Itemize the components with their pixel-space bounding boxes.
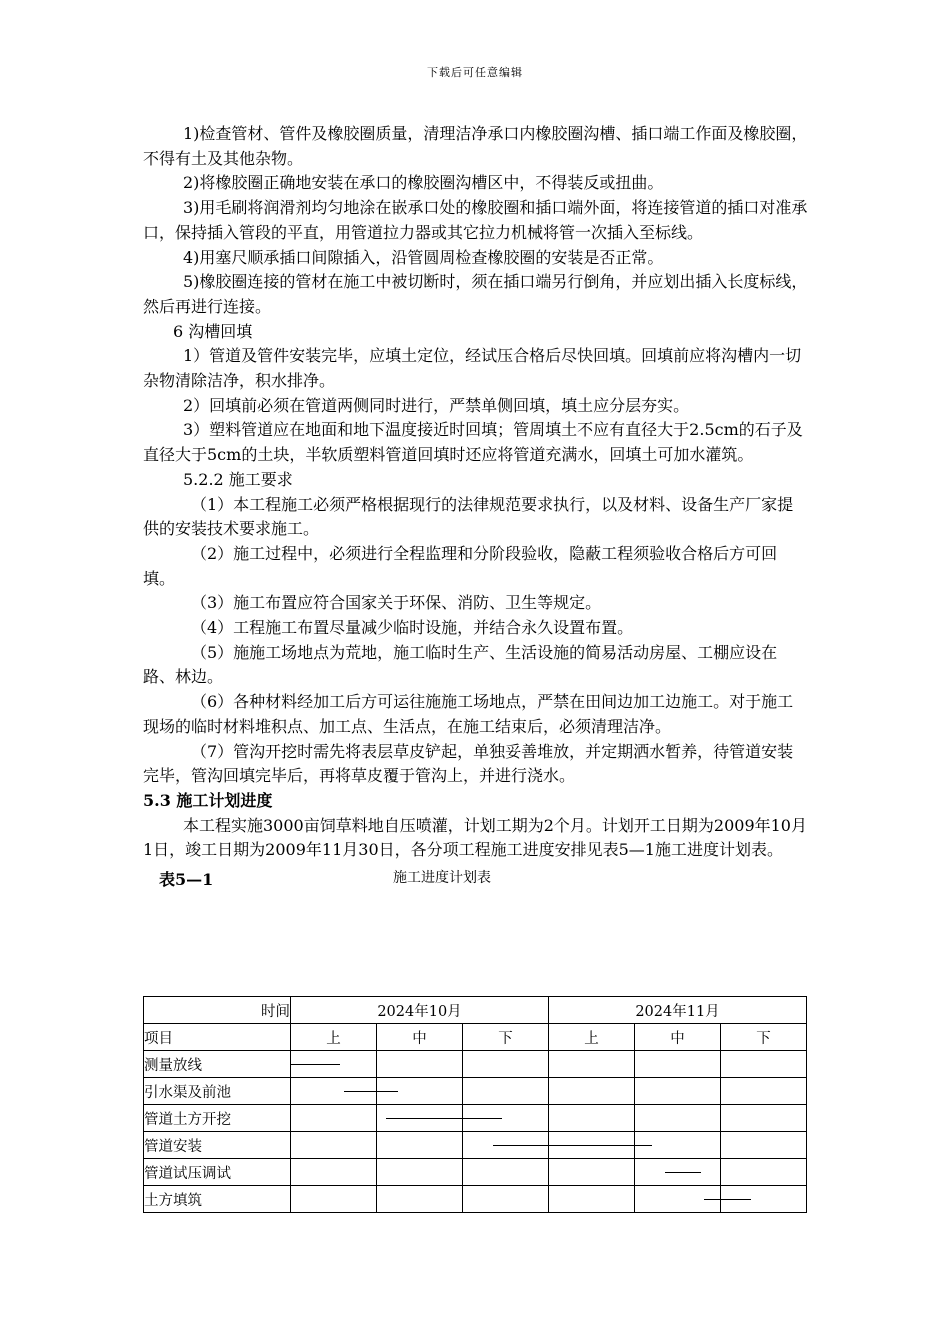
schedule-cell <box>291 1078 377 1105</box>
gantt-bar <box>665 1172 701 1173</box>
schedule-cell <box>549 1051 635 1078</box>
subsection-heading: 6 沟槽回填 <box>173 321 253 341</box>
schedule-cell <box>291 1159 377 1186</box>
table-caption-row <box>143 863 808 889</box>
task-name: 测量放线 <box>144 1051 291 1078</box>
table-row <box>144 1186 807 1213</box>
paragraph: （4）工程施工布置尽量减少临时设施，并结合永久设置布置。 <box>191 618 634 638</box>
period-header: 中 <box>377 1024 463 1051</box>
schedule-cell <box>635 1105 721 1132</box>
table-label: 表5—1 <box>159 870 214 890</box>
paragraph: 1）管道及管件安装完毕，应填土定位，经试压合格后尽快回填。回填前应将沟槽内一切杂物清除洁净，积水排净。 <box>143 346 802 391</box>
subsection-heading: 5.2.2 施工要求 <box>183 469 293 489</box>
schedule-cell <box>721 1159 807 1186</box>
schedule-cell <box>463 1159 549 1186</box>
table-row <box>144 1132 807 1159</box>
schedule-cell <box>377 1132 463 1159</box>
document-body <box>143 122 808 889</box>
period-header: 下 <box>721 1024 807 1051</box>
paragraph: 3)用毛刷将润滑剂均匀地涂在嵌承口处的橡胶圈和插口端外面，将连接管道的插口对准承口，保持插入管段的平直，用管道拉力器或其它拉力机械将管一次插入至标线。 <box>143 198 808 242</box>
section-heading: 5.3 施工计划进度 <box>143 790 273 810</box>
period-header: 中 <box>635 1024 721 1051</box>
schedule-cell <box>549 1186 635 1213</box>
schedule-cell <box>463 1186 549 1213</box>
table-row <box>144 1051 807 1078</box>
schedule-cell <box>635 1078 721 1105</box>
schedule-cell <box>291 1105 377 1132</box>
paragraph: （6）各种材料经加工后方可运往施施工场地点，严禁在田间边加工边施工。对于施工现场的临时材料堆积点、加工点、生活点，在施工结束后，必须清理洁净。 <box>143 692 794 736</box>
paragraph: （5）施施工场地点为荒地，施工临时生产、生活设施的简易活动房屋、工棚应设在路、林边。 <box>143 642 778 687</box>
task-name: 引水渠及前池 <box>144 1078 291 1105</box>
schedule-table <box>143 996 807 1213</box>
paragraph: 2）回填前必须在管道两侧同时进行，严禁单侧回填，填土应分层夯实。 <box>183 395 690 415</box>
task-name: 管道安装 <box>144 1132 291 1159</box>
schedule-cell <box>549 1105 635 1132</box>
schedule-cell <box>721 1105 807 1132</box>
table-header-row <box>144 997 807 1024</box>
task-name: 土方填筑 <box>144 1186 291 1213</box>
gantt-bar <box>344 1091 398 1092</box>
schedule-cell <box>721 1078 807 1105</box>
task-name: 管道土方开挖 <box>144 1105 291 1132</box>
task-name: 管道试压调试 <box>144 1159 291 1186</box>
paragraph: 5)橡胶圈连接的管材在施工中被切断时，须在插口端另行倒角，并应划出插入长度标线，然后再进行连接。 <box>143 272 808 316</box>
header-watermark: 下载后可任意编辑 <box>427 66 523 79</box>
schedule-cell <box>291 1186 377 1213</box>
schedule-cell <box>291 1051 377 1078</box>
schedule-cell <box>549 1078 635 1105</box>
table-row <box>144 1078 807 1105</box>
paragraph: （2）施工过程中，必须进行全程监理和分阶段验收，隐蔽工程须验收合格后方可回填。 <box>143 543 778 588</box>
gantt-bar <box>493 1145 652 1146</box>
table-row <box>144 1105 807 1132</box>
schedule-cell <box>463 1051 549 1078</box>
month-header: 2024年10月 <box>291 997 549 1024</box>
schedule-cell <box>377 1051 463 1078</box>
paragraph: 3）塑料管道应在地面和地下温度接近时回填；管周填土不应有直径大于2.5cm的石子及直径大于5cm的土块，半软质塑料管道回填时还应将管道充满水，回填土可加水灌筑。 <box>143 420 803 465</box>
paragraph: （3）施工布置应符合国家关于环保、消防、卫生等规定。 <box>191 593 602 613</box>
paragraph: 4)用塞尺顺承插口间隙插入，沿管圆周检查橡胶圈的安装是否正常。 <box>183 247 664 267</box>
schedule-cell <box>721 1132 807 1159</box>
paragraph: （1）本工程施工必须严格根据现行的法律规范要求执行，以及材料、设备生产厂家提供的安装技术要求施工。 <box>143 494 794 539</box>
gantt-bar <box>386 1118 502 1119</box>
period-header: 上 <box>549 1024 635 1051</box>
table-header-row <box>144 1024 807 1051</box>
schedule-cell <box>377 1159 463 1186</box>
month-header: 2024年11月 <box>549 997 807 1024</box>
schedule-cell <box>463 1078 549 1105</box>
period-header: 上 <box>291 1024 377 1051</box>
table-row <box>144 1159 807 1186</box>
project-header: 项目 <box>144 1024 291 1051</box>
schedule-cell <box>721 1051 807 1078</box>
period-header: 下 <box>463 1024 549 1051</box>
paragraph: 2)将橡胶圈正确地安装在承口的橡胶圈沟槽区中，不得装反或扭曲。 <box>183 173 664 193</box>
schedule-cell <box>291 1132 377 1159</box>
paragraph: 1)检查管材、管件及橡胶圈质量，清理洁净承口内橡胶圈沟槽、插口端工作面及橡胶圈，不得有土及其他杂物。 <box>143 124 808 168</box>
schedule-cell <box>549 1159 635 1186</box>
paragraph: （7）管沟开挖时需先将表层草皮铲起，单独妥善堆放，并定期洒水暂养，待管道安装完毕，管沟回填完毕后，再将草皮覆于管沟上，并进行浇水。 <box>143 741 794 786</box>
time-header: 时间 <box>144 997 291 1024</box>
paragraph: 本工程实施3000亩饲草料地自压喷灌，计划工期为2个月。计划开工日期为2009年10月1日，竣工日期为2009年11月30日，各分项工程施工进度安排见表5—1施工进度计划表。 <box>143 815 807 860</box>
schedule-cell <box>635 1051 721 1078</box>
gantt-bar <box>291 1064 340 1065</box>
gantt-bar <box>704 1199 751 1200</box>
table-caption: 施工进度计划表 <box>393 870 491 887</box>
schedule-cell <box>377 1186 463 1213</box>
